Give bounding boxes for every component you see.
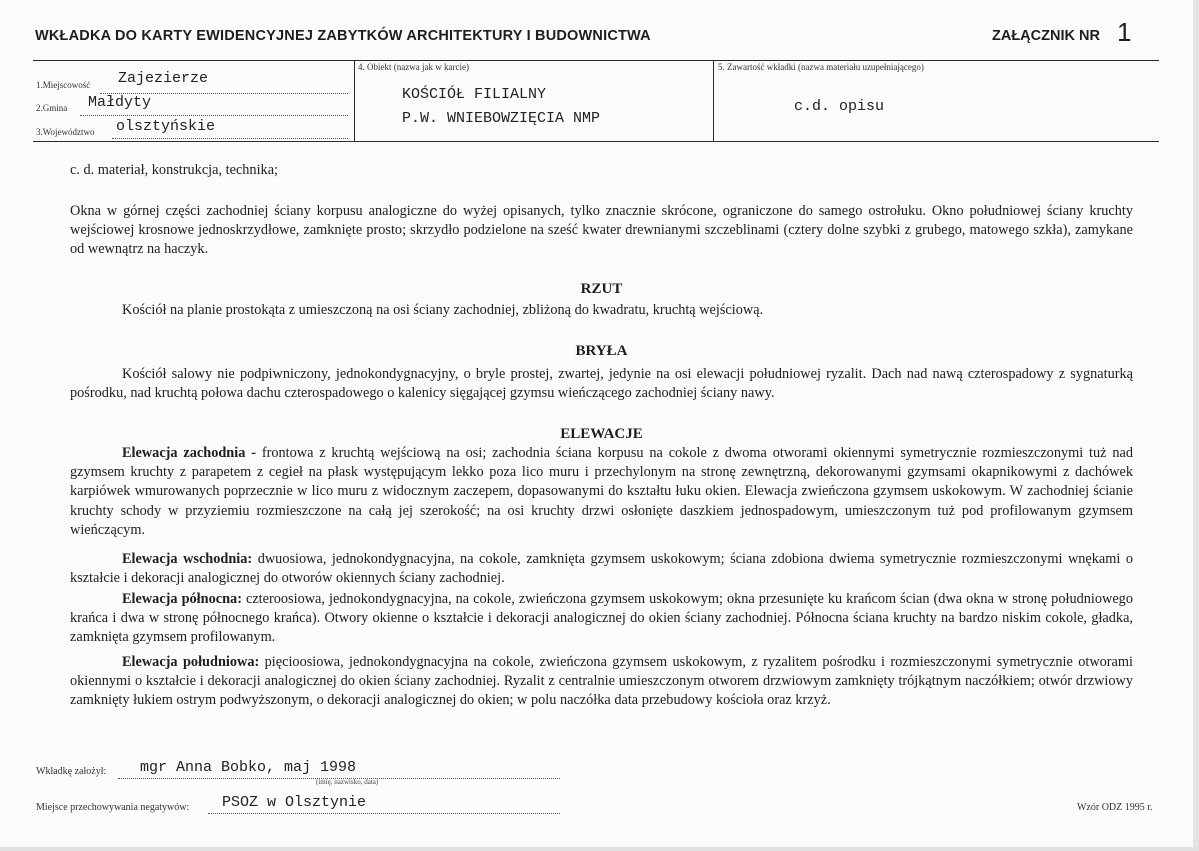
scan-edge-right <box>1193 0 1199 851</box>
form-bottom-line <box>33 141 1159 142</box>
paragraph-rzut: Kościół na planie prostokąta z umieszczoną na osi ściany zachodniej, zbliżoną do kwadratu, kruchtą wejściową. <box>122 302 764 318</box>
province-value: olsztyńskie <box>116 118 216 135</box>
content-label: 5. Zawartość wkładki (nazwa materiału uzupełniającego) <box>718 62 924 72</box>
object-label: 4. Obiekt (nazwa jak w karcie) <box>358 62 469 72</box>
province-label: 3.Województwo <box>36 127 95 137</box>
heading-rzut: RZUT <box>580 281 623 297</box>
province-dots <box>112 138 348 139</box>
text-elevation-west: frontowa z kruchtą wejściową na osi; zachodnia ściana korpusu na cokole z dwoma otworami okiennymi symetrycznie rozmieszczonymi tuż nad gzymsem kruchty z parapetem z cegieł na płask występującym lekko poza lico muru i przechylonym na stronę zewnętrzną, dekorowanymi gzymsami okapnikowymi z dachówek karpiówek wmurowanych poprzecznie w lico muru z widocznym zaczepem, dopasowanymi do kształtu łuku okien. Elewacja zwieńczona gzymsem uskokowym. W zachodniej ścianie kruchty schody w przyziemiu rozmieszczone na całą jej szerokość; na osi kruchty drzwi osłonięte daszkiem jednospadowym, umieszczonym tuż pod profilowanym gzymsem wieńczącym. <box>70 445 1133 538</box>
paragraph-bryla: Kościół salowy nie podpiwniczony, jednokondygnacyjny, o bryle prostej, zwartej, jedynie na osi elewacji południowej ryzalit. Dach nad nawą czterospadowy z sygnaturką pośrodku, nad kruchtą połowa dachu czterospadowego o kalenicy sięgającej gzymsu wieńczącego zachodniej ściany nawy. <box>70 366 1133 402</box>
paragraph-elevation-east <box>70 550 1133 588</box>
form-divider-2 <box>713 60 714 141</box>
commune-label: 2.Gmina <box>36 103 68 113</box>
paragraph-elevation-south <box>70 653 1133 711</box>
text-elevation-east: dwuosiowa, jednokondygnacyjna, na cokole, zamknięta gzymsem uskokowym; ściana zdobiona dwiema symetrycznie rozmieszczonymi wnękami o kształcie i dekoracji analogicznej do otworów okiennych ściany zachodniej. <box>70 551 1134 587</box>
attachment-label: ZAŁĄCZNIK NR <box>992 28 1100 44</box>
storage-value: PSOZ w Olsztynie <box>222 794 367 811</box>
content-value: c.d. opisu <box>794 98 885 115</box>
storage-dots <box>208 813 560 814</box>
text-elevation-south: pięcioosiowa, jednokondygnacyjna na cokole, zwieńczona gzymsem uskokowym, z ryzalitem pośrodku i rozmieszczonymi symetrycznie otworami okiennymi o kształcie i dekoracji analogicznej do okien ściany zachodniej. Ryzalit z centralnie umieszczonym otworem drzwiowym zamknięty trójkątnym naczółkiem; otwór drzwiowy zamknięty łukiem ostrym podwyższonym, o dekoracji analogicznej do okien; w polu naczółka data przebudowy kościoła oraz krzyż. <box>70 654 1133 709</box>
object-line1: KOŚCIÓŁ FILIALNY <box>402 86 547 103</box>
form-top-line <box>33 60 1159 61</box>
attachment-number: 1 <box>1117 17 1132 47</box>
commune-value: Małdyty <box>88 94 152 111</box>
author-value: mgr Anna Bobko, maj 1998 <box>140 759 357 776</box>
text-elevation-north: czteroosiowa, jednokondygnacyjna, na cokole, zwieńczona gzymsem uskokowym; okna przesunięte ku krańcom ścian (dwa okna w stronę południowego krańca i dwa w stronę północnego krańca). Otwory okienne o kształcie i dekoracji analogicznej do okien ściany zachodniej. Północna ściana kruchty na bardzo niskim cokole, gładka, zamknięta gzymsem profilowanym. <box>70 591 1133 646</box>
heading-elewacje: ELEWACJE <box>560 426 643 442</box>
paragraph-windows: Okna w górnej części zachodniej ściany korpusu analogiczne do wyżej opisanych, tylko znacznie skrócone, ograniczone do samego ostrołuku. Okno południowej ściany kruchty wejściowej krosnowe jednoskrzydłowe, zamknięte prosto; skrzydło podzielone na sześć kwater drewnianymi szczeblinami (cztery dolne szybki z grubego, matowego szkła), zamykane od wewnątrz na haczyk. <box>70 203 1133 258</box>
location-value: Zajezierze <box>118 70 209 87</box>
scan-edge-bottom <box>0 847 1199 851</box>
paragraph-elevation-west <box>70 444 1133 540</box>
location-label: 1.Miejscowość <box>36 80 91 90</box>
paragraph-elevation-north <box>70 590 1133 648</box>
label-elevation-west: Elewacja zachodnia - <box>122 445 256 461</box>
template-label: Wzór ODZ 1995 r. <box>1077 802 1153 813</box>
storage-label: Miejsce przechowywania negatywów: <box>36 802 190 813</box>
commune-dots <box>80 115 348 116</box>
label-elevation-east: Elewacja wschodnia: <box>122 551 253 567</box>
label-elevation-north: Elewacja północna: <box>122 591 242 607</box>
document-title: WKŁADKA DO KARTY EWIDENCYJNEJ ZABYTKÓW ARCHITEKTURY I BUDOWNICTWA <box>35 28 651 44</box>
intro-line: c. d. materiał, konstrukcja, technika; <box>70 162 279 178</box>
form-divider-1 <box>354 60 355 141</box>
heading-bryla: BRYŁA <box>575 343 628 359</box>
author-hint: (imię, nazwisko, data) <box>316 778 379 786</box>
object-line2: P.W. WNIEBOWZIĘCIA NMP <box>402 110 601 127</box>
author-label: Wkładkę założył: <box>36 766 107 777</box>
label-elevation-south: Elewacja południowa: <box>122 654 260 670</box>
